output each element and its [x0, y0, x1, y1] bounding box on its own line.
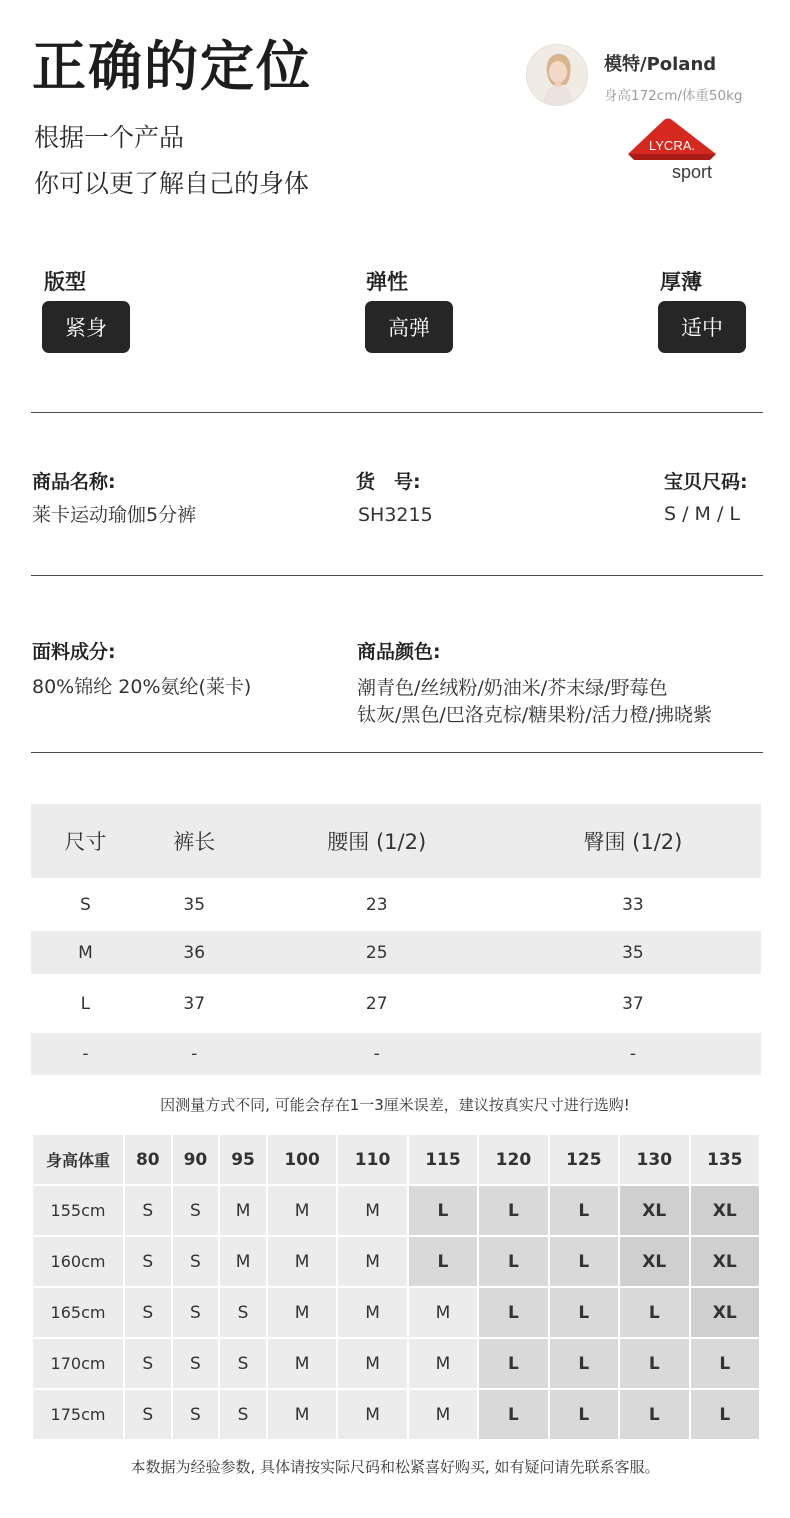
divider	[31, 575, 763, 576]
size-cell: L	[409, 1186, 477, 1235]
height-cell: 170cm	[33, 1339, 123, 1388]
product-name-value: 莱卡运动瑜伽5分裤	[32, 504, 197, 526]
size-cell: M	[338, 1339, 406, 1388]
recommendation-header-row	[33, 1135, 759, 1184]
size-cell: XL	[620, 1186, 688, 1235]
height-cell: 165cm	[33, 1288, 123, 1337]
table-cell: -	[140, 1033, 249, 1075]
size-cell: L	[550, 1237, 618, 1286]
size-cell: L	[479, 1237, 547, 1286]
size-cell: S	[220, 1390, 266, 1439]
height-cell: 160cm	[33, 1237, 123, 1286]
size-chart-table	[31, 804, 761, 1075]
table-cell: S	[31, 878, 140, 931]
page-title: 正确的定位	[32, 35, 312, 98]
size-cell: M	[268, 1186, 336, 1235]
table-cell: 23	[249, 878, 505, 931]
size-cell: M	[338, 1237, 406, 1286]
color-label: 商品颜色:	[357, 641, 441, 663]
size-cell: L	[620, 1339, 688, 1388]
size-cell: S	[173, 1390, 219, 1439]
attr-fit-pill: 紧身	[42, 301, 130, 353]
size-range-label: 宝贝尺码:	[664, 471, 748, 493]
size-chart-header-row	[31, 804, 761, 878]
table-cell: 35	[505, 931, 761, 974]
size-recommendation-table	[31, 1133, 761, 1441]
size-cell: L	[409, 1237, 477, 1286]
color-values-line-2: 钛灰/黑色/巴洛克棕/糖果粉/活力橙/拂晓紫	[357, 704, 713, 726]
size-cell: M	[268, 1390, 336, 1439]
size-cell: S	[173, 1339, 219, 1388]
model-portrait-icon	[527, 45, 588, 106]
table-row	[31, 878, 761, 931]
table-row	[33, 1390, 759, 1439]
footer-note: 本数据为经验参数, 具体请按实际尺码和松紧喜好购买, 如有疑问请先联系客服。	[130, 1458, 660, 1476]
attr-elasticity-pill: 高弹	[365, 301, 453, 353]
weight-header: 110	[338, 1135, 406, 1184]
model-stats: 身高172cm/体重50kg	[604, 88, 743, 104]
size-cell: S	[125, 1237, 171, 1286]
size-cell: L	[620, 1288, 688, 1337]
subtitle-line-2: 你可以更了解自己的身体	[34, 169, 310, 198]
size-cell: L	[550, 1186, 618, 1235]
corner-header: 身高体重	[33, 1135, 123, 1184]
table-row	[31, 1033, 761, 1075]
logo-top-text: LYCRA.	[649, 138, 695, 153]
size-cell: L	[691, 1390, 760, 1439]
table-row	[33, 1237, 759, 1286]
table-row	[31, 931, 761, 974]
size-cell: M	[268, 1339, 336, 1388]
size-cell: M	[338, 1390, 406, 1439]
fabric-value: 80%锦纶 20%氨纶(莱卡)	[32, 676, 252, 698]
fabric-label: 面料成分:	[32, 641, 116, 663]
size-cell: M	[268, 1288, 336, 1337]
weight-header: 125	[550, 1135, 618, 1184]
size-cell: L	[550, 1288, 618, 1337]
weight-header: 95	[220, 1135, 266, 1184]
size-cell: M	[409, 1288, 477, 1337]
model-name: 模特/Poland	[604, 54, 717, 75]
size-cell: XL	[691, 1288, 760, 1337]
size-cell: S	[173, 1288, 219, 1337]
table-cell: 25	[249, 931, 505, 974]
size-cell: XL	[620, 1237, 688, 1286]
size-cell: L	[479, 1390, 547, 1439]
table-row	[33, 1186, 759, 1235]
subtitle-line-1: 根据一个产品	[34, 123, 185, 152]
weight-header: 120	[479, 1135, 547, 1184]
model-avatar	[526, 44, 588, 106]
sku-label: 货 号:	[356, 471, 421, 493]
weight-header: 90	[173, 1135, 219, 1184]
size-cell: S	[125, 1339, 171, 1388]
table-cell: 37	[140, 974, 249, 1033]
size-range-value: S / M / L	[664, 503, 740, 525]
height-cell: 155cm	[33, 1186, 123, 1235]
weight-header: 135	[691, 1135, 760, 1184]
weight-header: 80	[125, 1135, 171, 1184]
size-cell: L	[691, 1339, 760, 1388]
table-cell: -	[249, 1033, 505, 1075]
size-cell: M	[338, 1288, 406, 1337]
size-cell: L	[479, 1288, 547, 1337]
measurement-note: 因测量方式不同, 可能会存在1一3厘米误差，建议按真实尺寸进行选购!	[160, 1096, 630, 1114]
size-cell: S	[220, 1288, 266, 1337]
table-cell: 27	[249, 974, 505, 1033]
weight-header: 100	[268, 1135, 336, 1184]
size-cell: M	[220, 1237, 266, 1286]
size-cell: M	[268, 1237, 336, 1286]
size-chart-header: 臀围 (1/2)	[505, 804, 761, 878]
color-values-line-1: 潮青色/丝绒粉/奶油米/芥末绿/野莓色	[357, 677, 668, 699]
size-cell: XL	[691, 1186, 760, 1235]
size-cell: L	[550, 1390, 618, 1439]
attr-fit-label: 版型	[44, 270, 86, 294]
table-row	[31, 974, 761, 1033]
divider	[31, 412, 763, 413]
height-cell: 175cm	[33, 1390, 123, 1439]
size-cell: L	[550, 1339, 618, 1388]
size-cell: S	[173, 1237, 219, 1286]
size-cell: M	[220, 1186, 266, 1235]
size-cell: S	[173, 1186, 219, 1235]
table-cell: 36	[140, 931, 249, 974]
logo-bottom-text: sport	[671, 162, 713, 182]
table-cell: -	[505, 1033, 761, 1075]
size-chart-header: 腰围 (1/2)	[249, 804, 505, 878]
table-cell: 33	[505, 878, 761, 931]
lycra-sport-logo	[622, 114, 722, 186]
table-cell: 37	[505, 974, 761, 1033]
weight-header: 130	[620, 1135, 688, 1184]
size-cell: L	[620, 1390, 688, 1439]
attr-thickness-label: 厚薄	[660, 270, 702, 294]
table-cell: L	[31, 974, 140, 1033]
size-cell: L	[479, 1186, 547, 1235]
size-cell: S	[220, 1339, 266, 1388]
size-cell: S	[125, 1186, 171, 1235]
product-name-label: 商品名称:	[32, 471, 116, 493]
size-cell: M	[338, 1186, 406, 1235]
size-cell: S	[125, 1390, 171, 1439]
size-cell: M	[409, 1390, 477, 1439]
size-chart-header: 裤长	[140, 804, 249, 878]
table-row	[33, 1288, 759, 1337]
table-cell: -	[31, 1033, 140, 1075]
size-cell: M	[409, 1339, 477, 1388]
attr-elasticity-label: 弹性	[366, 270, 408, 294]
table-row	[33, 1339, 759, 1388]
attr-thickness-pill: 适中	[658, 301, 746, 353]
size-cell: XL	[691, 1237, 760, 1286]
size-chart-header: 尺寸	[31, 804, 140, 878]
size-cell: L	[479, 1339, 547, 1388]
size-cell: S	[125, 1288, 171, 1337]
sku-value: SH3215	[358, 504, 433, 526]
weight-header: 115	[409, 1135, 477, 1184]
divider	[31, 752, 763, 753]
table-cell: 35	[140, 878, 249, 931]
table-cell: M	[31, 931, 140, 974]
